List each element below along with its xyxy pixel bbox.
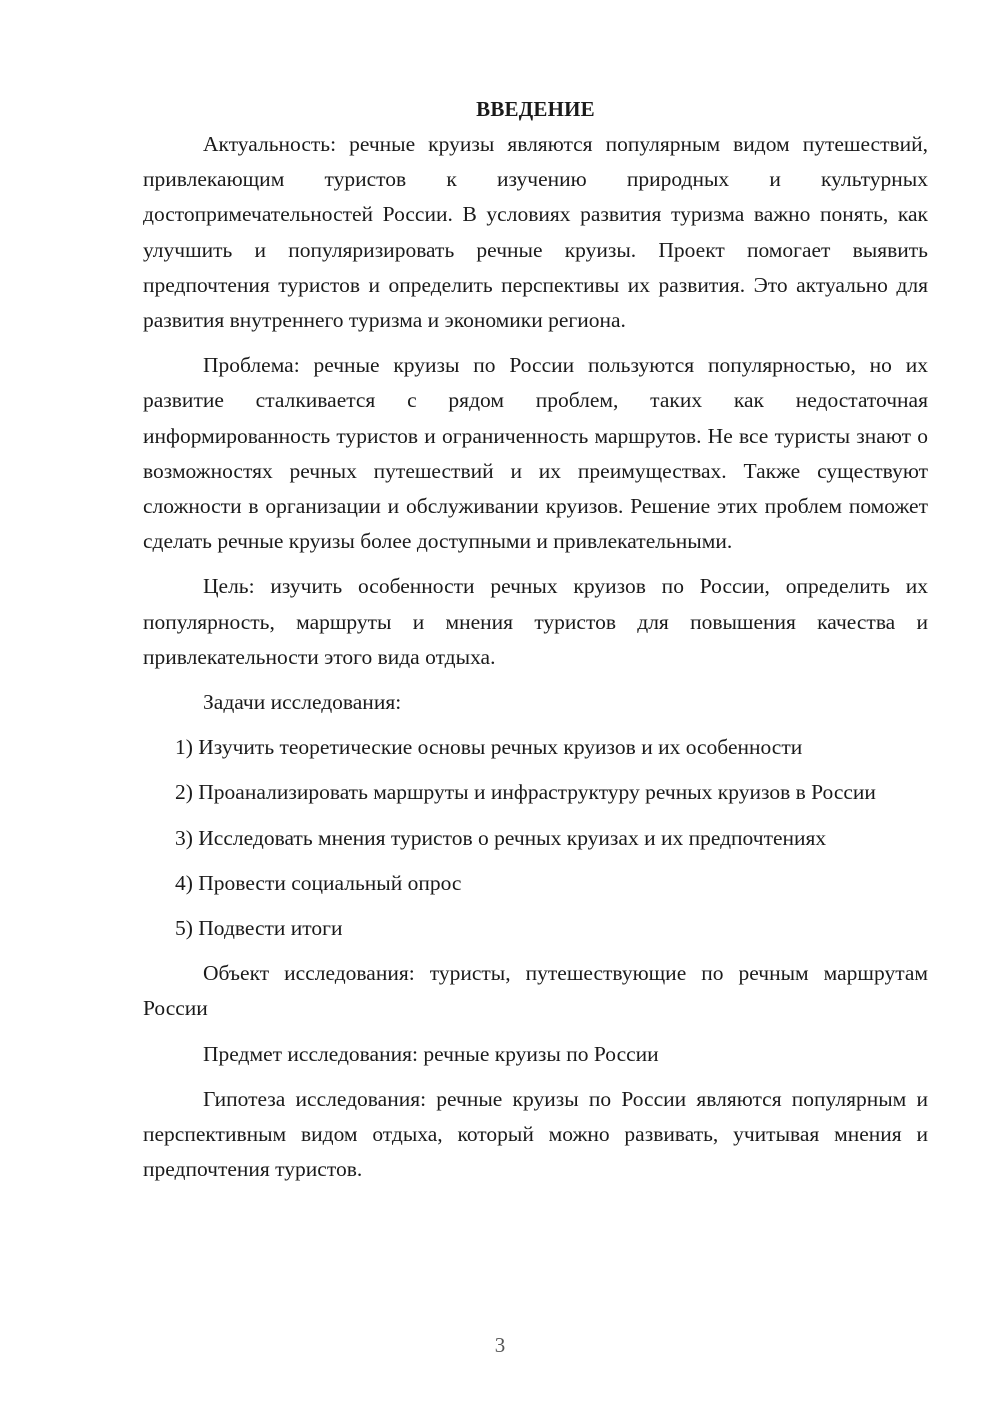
research-object-paragraph: Объект исследования: туристы, путешествующие по речным маршрутам России (143, 961, 928, 1021)
problem-paragraph: Проблема: речные круизы по России пользуются популярностью, но их развитие сталкивается с рядом проблем, таких как недостаточная информированность туристов и ограниченность маршрутов. Не все туристы знают о возможностях речных путешествий и их преимуществах. Также существуют сложности в организации и обслуживании круизов. Решение этих проблем поможет сделать речные круизы более доступными и привлекательными. (143, 353, 928, 554)
list-item: 2) Проанализировать маршруты и инфраструктуру речных круизов в России (175, 780, 876, 805)
list-item: 3) Исследовать мнения туристов о речных круизах и их предпочтениях (175, 825, 827, 850)
goal-paragraph: Цель: изучить особенности речных круизов по России, определить их популярность, маршруты и мнения туристов для повышения качества и привлекательности этого вида отдыха. (143, 574, 928, 669)
list-item: 5) Подвести итоги (175, 916, 343, 941)
document-heading: ВВЕДЕНИЕ (476, 97, 595, 121)
tasks-intro: Задачи исследования: (203, 690, 402, 715)
hypothesis-paragraph: Гипотеза исследования: речные круизы по России являются популярным и перспективным видом отдыха, который можно развивать, учитывая мнения и предпочтения туристов. (143, 1086, 928, 1182)
page-number: 3 (494, 1333, 506, 1357)
relevance-paragraph: Актуальность: речные круизы являются популярным видом путешествий, привлекающим туристов к изучению природных и культурных достопримечательностей России. В условиях развития туризма важно понять, как улучшить и популяризировать речные круизы. Проект помогает выявить предпочтения туристов и определить перспективы их развития. Это актуально для развития внутреннего туризма и экономики региона. (143, 132, 928, 333)
list-item: 4) Провести социальный опрос (175, 870, 462, 895)
document-page (143, 92, 928, 1197)
research-subject-paragraph: Предмет исследования: речные круизы по России (203, 1041, 659, 1066)
list-item: 1) Изучить теоретические основы речных круизов и их особенности (175, 735, 803, 760)
tasks-list (143, 730, 928, 946)
